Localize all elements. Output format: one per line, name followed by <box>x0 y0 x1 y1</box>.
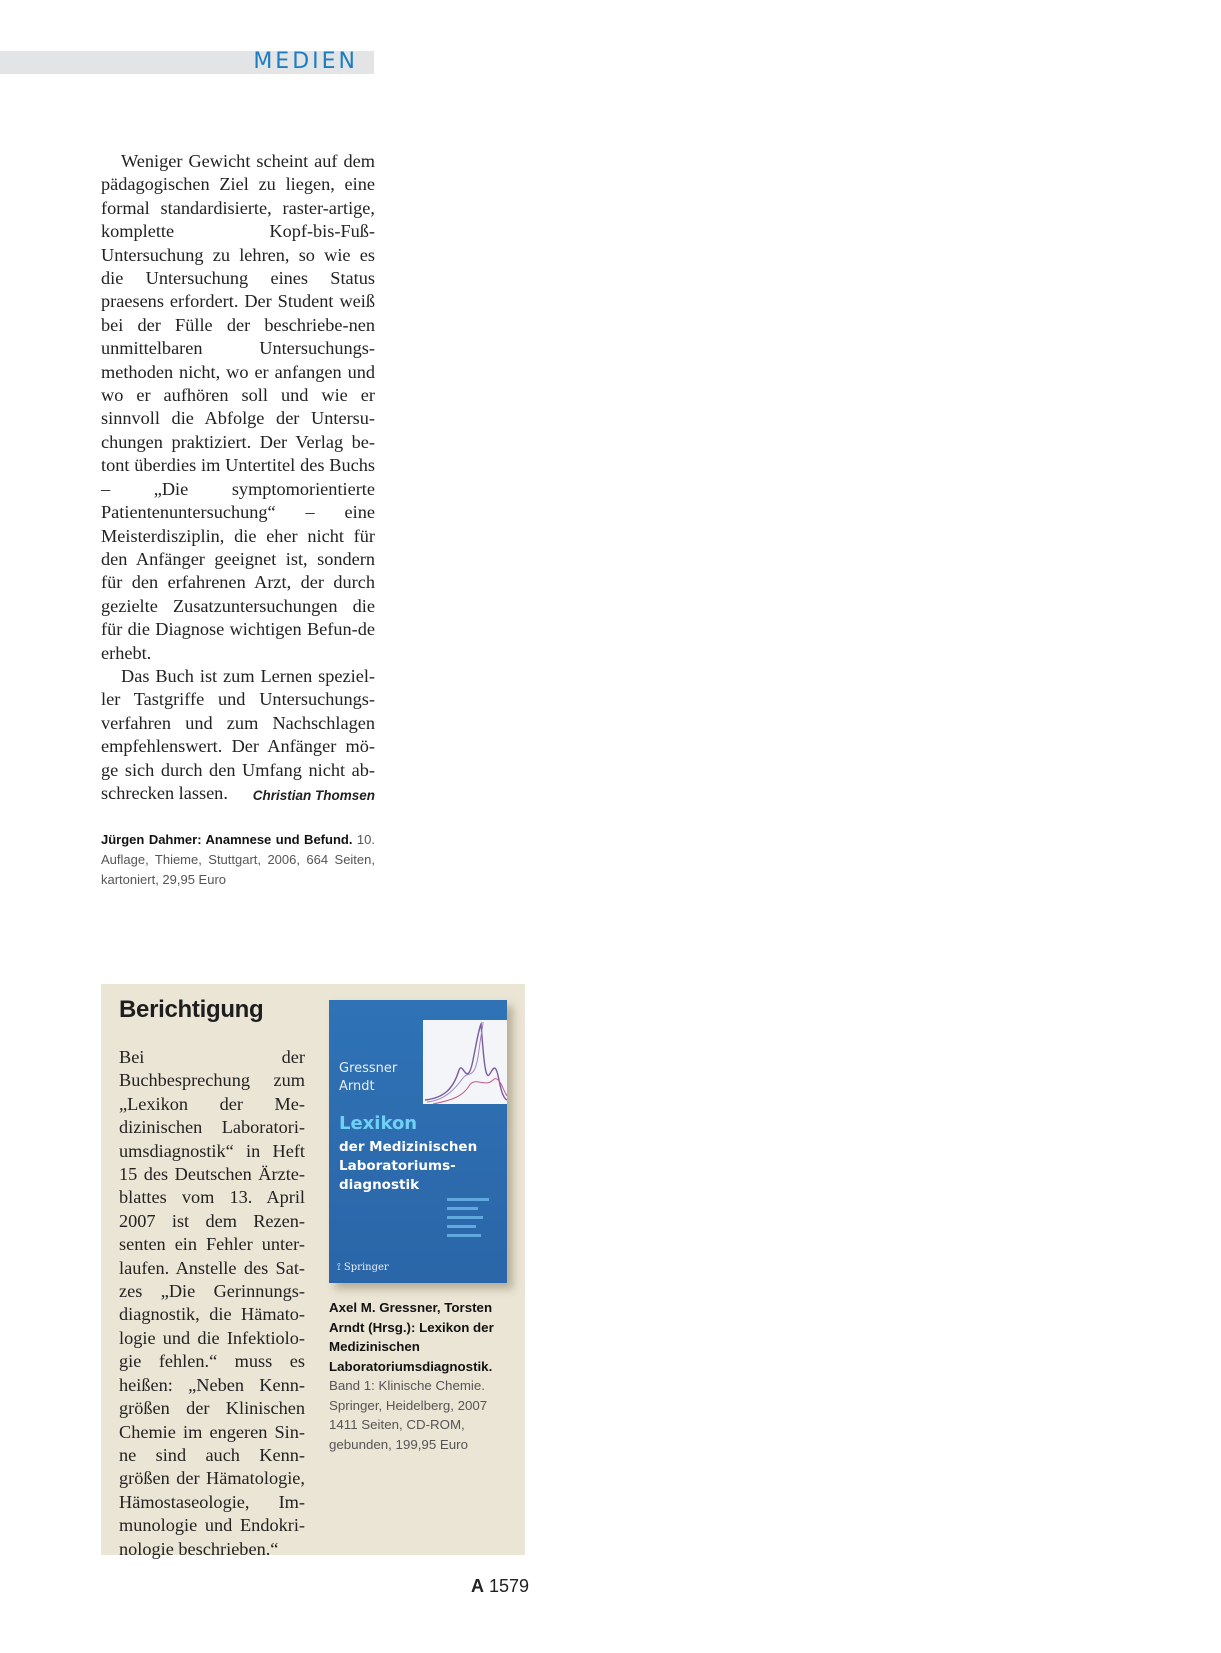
book-caption-details: Band 1: Klinische Chemie. Springer, Heidelberg, 2007 1411 Seiten, CD-ROM, gebunden, 199,95 Euro <box>329 1378 488 1452</box>
book-caption-title: Axel M. Gressner, Torsten Arndt (Hrsg.): Lexikon der Medizinischen Laboratoriumsdiagnostik. <box>329 1300 494 1374</box>
correction-text: Bei der Buchbesprechung zum „Lexikon der Me-dizinischen Laboratori-umsdiagnostik“ in Heft 15 des Deutschen Ärzte-blattes vom 13. April 2007 ist dem Rezen-senten ein Fehler unter-laufen. Anstelle des Sat-zes „Die Gerinnungs-diagnostik, die Hämato-logie und die Infektiolo-gie fehlen.“ muss es heißen: „Neben Kenn-größen der Klinischen Chemie im engeren Sin-ne sind auch Kenn-größen der Hämatologie, Hämostaseologie, Im-munologie und Endokri-nologie beschrieben.“ <box>119 1047 305 1559</box>
book-cover-image <box>329 1000 507 1283</box>
chromatogram-graphic-icon <box>423 1020 507 1104</box>
book-caption <box>329 1298 499 1454</box>
cover-title-main: Lexikon <box>339 1113 418 1134</box>
correction-box <box>101 984 525 1559</box>
cover-authors: Gressner Arndt <box>339 1061 398 1094</box>
cover-fine-print <box>447 1198 499 1243</box>
book-reference <box>101 830 375 890</box>
review-article <box>101 150 375 807</box>
correction-title: Berichtigung <box>119 996 264 1023</box>
section-label: MEDIEN <box>253 49 358 74</box>
page-number <box>471 1576 529 1597</box>
article-paragraph: Weniger Gewicht scheint auf dem pädagogischen Ziel zu liegen, eine formal standardisierte, raster-artige, komplette Kopf-bis-Fuß-Untersuchung zu lehren, so wie es die Untersuchung eines Status praesens erfordert. Der Student weiß bei der Fülle der beschriebe-nen unmittelbaren Untersuchungs-methoden nicht, wo er anfangen und wo er aufhören soll und wie er sinnvoll die Abfolge der Untersu-chungen praktiziert. Der Verlag be-tont überdies im Untertitel des Buchs – „Die symptomorientierte Patientenuntersuchung“ – eine Meisterdisziplin, die eher nicht für den Anfänger geeignet ist, sondern für den erfahrenen Arzt, der durch gezielte Zusatzuntersuchungen die für die Diagnose wichtigen Befun-de erhebt. <box>101 151 375 663</box>
section-header-bar <box>0 51 374 74</box>
article-paragraph: Das Buch ist zum Lernen speziel-ler Tastgriffe und Untersuchungs-verfahren und zum Nachschlagen empfehlenswert. Der Anfänger mö-ge sich durch den Umfang nicht ab-schrecken lassen. Christian Thomsen <box>101 665 375 805</box>
book-reference-details: 10. Auflage, Thieme, Stuttgart, 2006, 664 Seiten, kartoniert, 29,95 Euro <box>101 832 375 887</box>
page-digits: 1579 <box>489 1576 530 1596</box>
book-reference-title: Jürgen Dahmer: Anamnese und Befund. <box>101 832 353 847</box>
author-signature: Christian Thomsen <box>252 787 375 803</box>
cover-title-sub: der Medizinischen Laboratoriums- diagnostik <box>339 1139 478 1193</box>
cover-publisher: ⟟ Springer <box>337 1262 389 1273</box>
page-letter: A <box>471 1576 484 1596</box>
